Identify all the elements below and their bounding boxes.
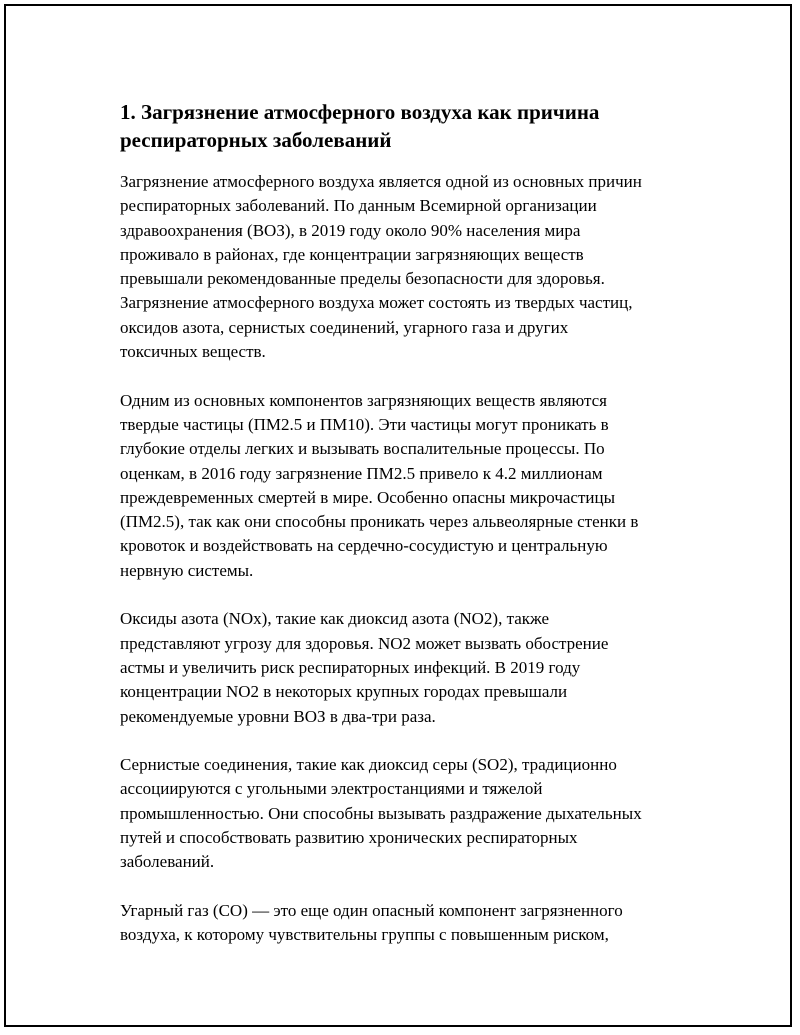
paragraph-line: твердые частицы (ПМ2.5 и ПМ10). Эти частицы могут проникать в — [120, 414, 609, 434]
paragraph-line: оксидов азота, сернистых соединений, угарного газа и других — [120, 317, 569, 337]
paragraph-line: оценкам, в 2016 году загрязнение ПМ2.5 привело к 4.2 миллионам — [120, 463, 603, 483]
paragraph-line: нервную системы. — [120, 560, 254, 580]
paragraph — [120, 389, 710, 583]
paragraph — [120, 899, 710, 948]
paragraph-line: астмы и увеличить риск респираторных инфекций. В 2019 году — [120, 657, 581, 677]
paragraph — [120, 170, 710, 364]
page-frame — [4, 4, 792, 1027]
paragraph-line: Оксиды азота (NOx), такие как диоксид азота (NO2), также — [120, 609, 550, 629]
paragraph-line: здравоохранения (ВОЗ), в 2019 году около 90% населения мира — [120, 220, 581, 240]
paragraph-line: ассоциируются с угольными электростанциями и тяжелой — [120, 779, 543, 799]
paragraph-line: Загрязнение атмосферного воздуха является одной из основных причин — [120, 172, 642, 191]
paragraph-line: (ПМ2.5), так как они способны проникать через альвеолярные стенки в — [120, 512, 639, 532]
paragraph-line: промышленностью. Они способны вызывать раздражение дыхательных — [120, 803, 642, 823]
section-title-line-2: респираторных заболеваний — [120, 128, 392, 152]
paragraph-line: путей и способствовать развитию хронических респираторных — [120, 828, 578, 848]
paragraph-line: превышали рекомендованные пределы безопасности для здоровья. — [120, 269, 605, 289]
paragraph-line: представляют угрозу для здоровья. NO2 может вызвать обострение — [120, 633, 609, 653]
paragraph-line: токсичных веществ. — [120, 342, 266, 362]
paragraph-line: Загрязнение атмосферного воздуха может состоять из твердых частиц, — [120, 293, 633, 313]
section-title-line-1: 1. Загрязнение атмосферного воздуха как причина — [120, 100, 600, 124]
section-title — [120, 98, 710, 154]
paragraph-line: Одним из основных компонентов загрязняющих веществ являются — [120, 390, 607, 410]
paragraph-line: заболеваний. — [120, 852, 215, 872]
document-body — [120, 98, 710, 972]
paragraph-line: глубокие отделы легких и вызывать воспалительные процессы. По — [120, 439, 605, 459]
paragraph-list — [120, 170, 710, 948]
paragraph-line: кровоток и воздействовать на сердечно-сосудистую и центральную — [120, 536, 608, 556]
paragraph-line: Сернистые соединения, такие как диоксид серы (SO2), традиционно — [120, 755, 617, 775]
paragraph-line: концентрации NO2 в некоторых крупных городах превышали — [120, 682, 568, 702]
paragraph-line: проживало в районах, где концентрации загрязняющих веществ — [120, 244, 584, 264]
paragraph-line: преждевременных смертей в мире. Особенно опасны микрочастицы — [120, 487, 616, 507]
paragraph-line: рекомендуемые уровни ВОЗ в два-три раза. — [120, 706, 436, 726]
paragraph — [120, 753, 710, 874]
paragraph-line: респираторных заболеваний. По данным Всемирной организации — [120, 196, 597, 216]
paragraph-line: Угарный газ (CO) — это еще один опасный компонент загрязненного — [120, 900, 623, 920]
paragraph — [120, 607, 710, 728]
paragraph-line: воздуха, к которому чувствительны группы с повышенным риском, — [120, 925, 609, 945]
